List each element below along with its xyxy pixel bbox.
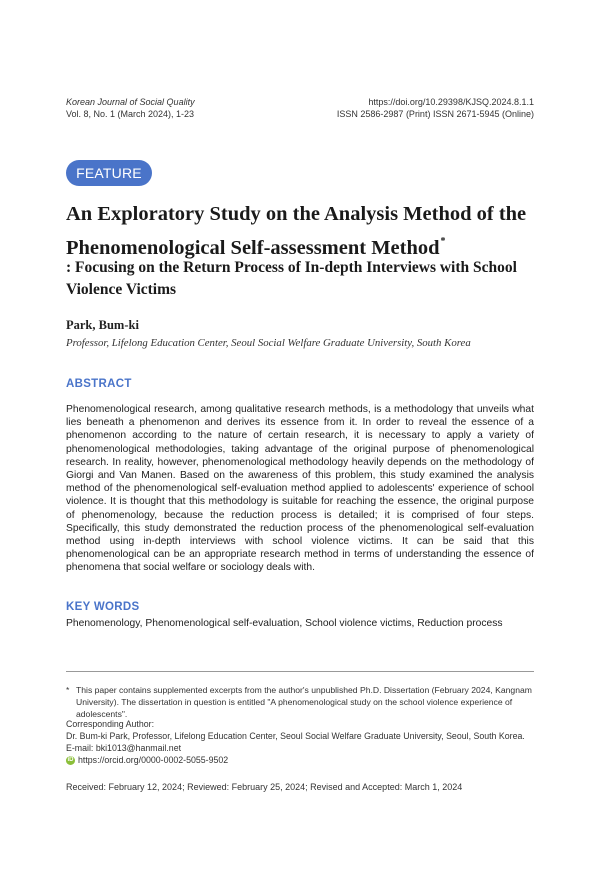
correspondence-detail: Dr. Bum-ki Park, Professor, Lifelong Education Center, Seoul Social Welfare Graduate University, Seoul, South Korea. — [66, 731, 525, 741]
title-text: An Exploratory Study on the Analysis Method of the Phenomenological Self-assessment Method — [66, 203, 527, 259]
footnote-line-2: University). The dissertation in question is entitled "A phenomenological study on the school violence experience of adolescents". — [76, 697, 513, 719]
footnote — [66, 684, 534, 720]
publication-ids — [337, 96, 534, 120]
feature-badge: FEATURE — [66, 160, 152, 186]
abstract-text: Phenomenological research, among qualitative research methods, is a methodology that unveils what lies beneath a phenomenon and derives its essence from it. In order to reveal the essence of a phenomenon according to the nature of certain research, it is necessary to apply a variety of phenomenological methodologies, taking advantage of the original purpose of phenomenological research. In reality, however, phenomenological methodology heavily depends on the methodology of Giorgi and Van Manen. Based on the awareness of this problem, this study examined the analysis method of the phenomenological self-evaluation method applied to adolescents' experience of school violence. It is thought that this methodology is suitable for reaching the essence, the original purpose of phenomenology, because the reduction process is detailed; it is comprised of four steps. Specifically, this study demonstrated the reduction process of the phenomenological self-evaluation method using in-depth interviews with school violence victims. It can be said that this phenomenological can be an appropriate research method in terms of understanding the essence of phenomena that social welfare or sociology deals with. — [66, 404, 534, 574]
doi-link[interactable]: https://doi.org/10.29398/KJSQ.2024.8.1.1 — [368, 97, 534, 107]
keywords-heading: KEY WORDS — [66, 601, 140, 613]
submission-dates: Received: February 12, 2024; Reviewed: February 25, 2024; Revised and Accepted: March 1, 2024 — [66, 782, 463, 792]
footnote-marker: * — [66, 685, 70, 695]
volume-info: Vol. 8, No. 1 (March 2024), 1-23 — [66, 109, 195, 119]
abstract-heading: ABSTRACT — [66, 378, 132, 390]
paper-title — [66, 200, 546, 262]
correspondence-block — [66, 718, 536, 766]
footnote-line-1: This paper contains supplemented excerpts from the author's unpublished Ph.D. Dissertation (February 2024, Kangnam — [76, 685, 532, 695]
orcid-icon: iD — [67, 756, 74, 763]
keywords-text: Phenomenology, Phenomenological self-evaluation, School violence victims, Reduction process — [66, 618, 503, 629]
correspondence-label: Corresponding Author: — [66, 719, 155, 729]
footnote-divider — [66, 671, 534, 672]
author-affiliation: Professor, Lifelong Education Center, Seoul Social Welfare Graduate University, South Korea — [66, 337, 471, 349]
orcid-link[interactable]: https://orcid.org/0000-0002-5055-9502 — [78, 755, 229, 765]
correspondence-email[interactable]: E-mail: bki1013@hanmail.net — [66, 743, 182, 753]
journal-name: Korean Journal of Social Quality — [66, 97, 195, 107]
journal-header — [66, 96, 195, 120]
author-name: Park, Bum-ki — [66, 318, 139, 332]
orcid-row — [66, 754, 536, 766]
paper-subtitle: : Focusing on the Return Process of In-depth Interviews with School Violence Victims — [66, 259, 517, 298]
title-footnote-marker: * — [440, 236, 446, 247]
issn-info: ISSN 2586-2987 (Print) ISSN 2671-5945 (Online) — [336, 109, 534, 119]
